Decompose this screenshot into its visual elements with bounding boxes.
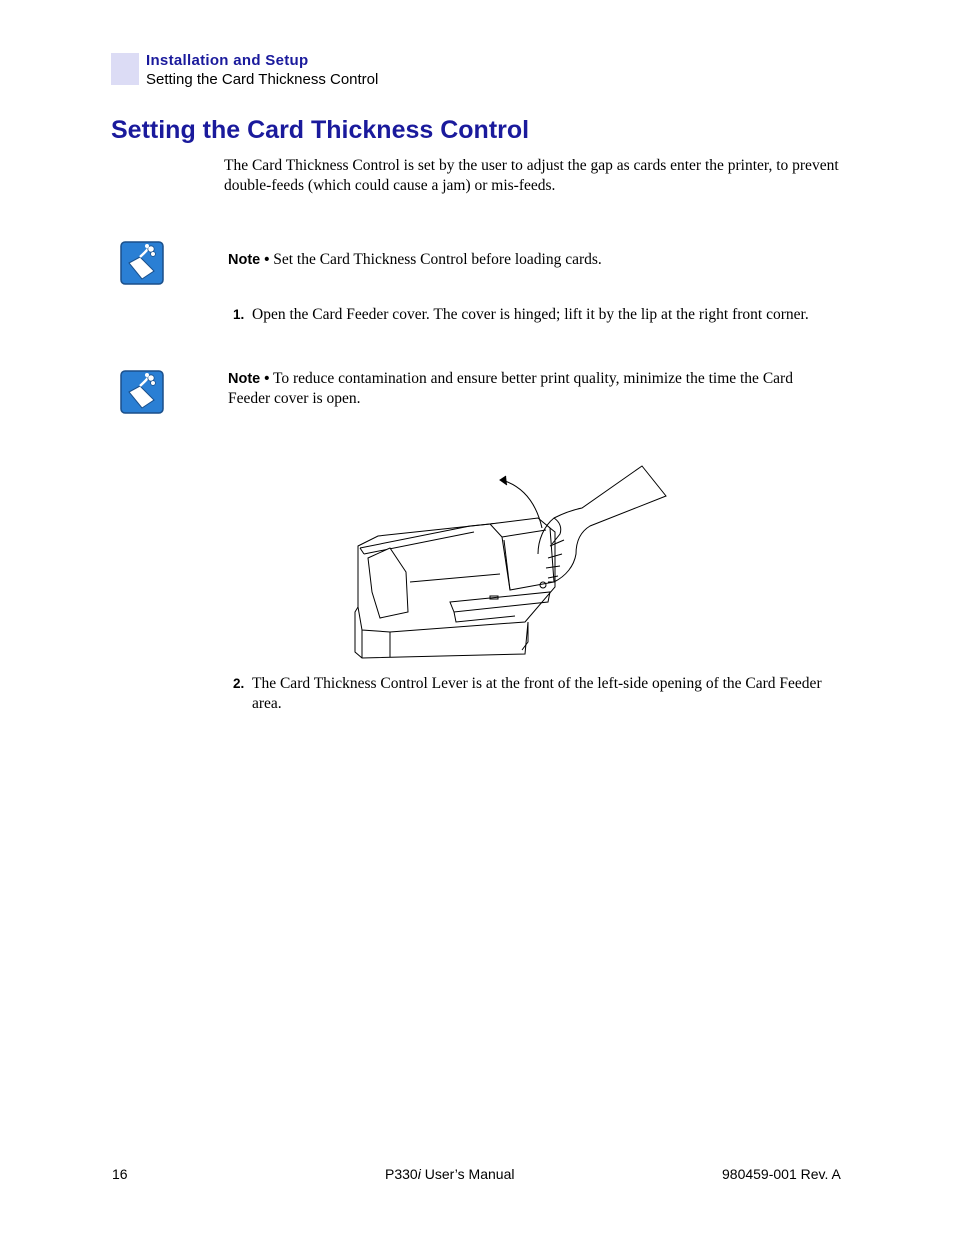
footer-title-prefix: P330 <box>385 1166 418 1182</box>
note-1 <box>228 250 838 270</box>
footer-title-italic: i <box>417 1166 421 1182</box>
header-subsection-title: Setting the Card Thickness Control <box>146 71 379 88</box>
footer-manual-title <box>385 1166 514 1182</box>
header-color-block <box>111 53 139 85</box>
note-2 <box>228 369 838 409</box>
step-2 <box>233 674 843 714</box>
note-2-label: Note • <box>228 371 270 387</box>
note-2-text: To reduce contamination and ensure better print quality, minimize the time the Card Feeder cover is open. <box>228 370 793 407</box>
note-1-text: Set the Card Thickness Control before loading cards. <box>273 251 602 268</box>
note-hand-icon <box>120 241 164 285</box>
step-1-number: 1. <box>233 307 245 322</box>
step-2-text: The Card Thickness Control Lever is at the front of the left-side opening of the Card Feeder area. <box>252 675 822 712</box>
page-title: Setting the Card Thickness Control <box>111 116 530 144</box>
footer-title-suffix: User’s Manual <box>420 1166 515 1182</box>
note-hand-icon <box>120 370 164 414</box>
footer-page-number: 16 <box>112 1166 128 1182</box>
intro-paragraph: The Card Thickness Control is set by the user to adjust the gap as cards enter the printer, to prevent double-feeds (which could cause a jam) or mis-feeds. <box>224 157 839 194</box>
step-1-text: Open the Card Feeder cover. The cover is hinged; lift it by the lip at the right front corner. <box>252 306 809 323</box>
note-1-label: Note • <box>228 252 270 268</box>
header-section-title: Installation and Setup <box>146 52 309 69</box>
step-2-number: 2. <box>233 676 245 691</box>
footer-doc-id: 980459-001 Rev. A <box>722 1166 841 1182</box>
printer-cover-lift-illustration <box>350 462 670 664</box>
step-1 <box>233 305 843 325</box>
